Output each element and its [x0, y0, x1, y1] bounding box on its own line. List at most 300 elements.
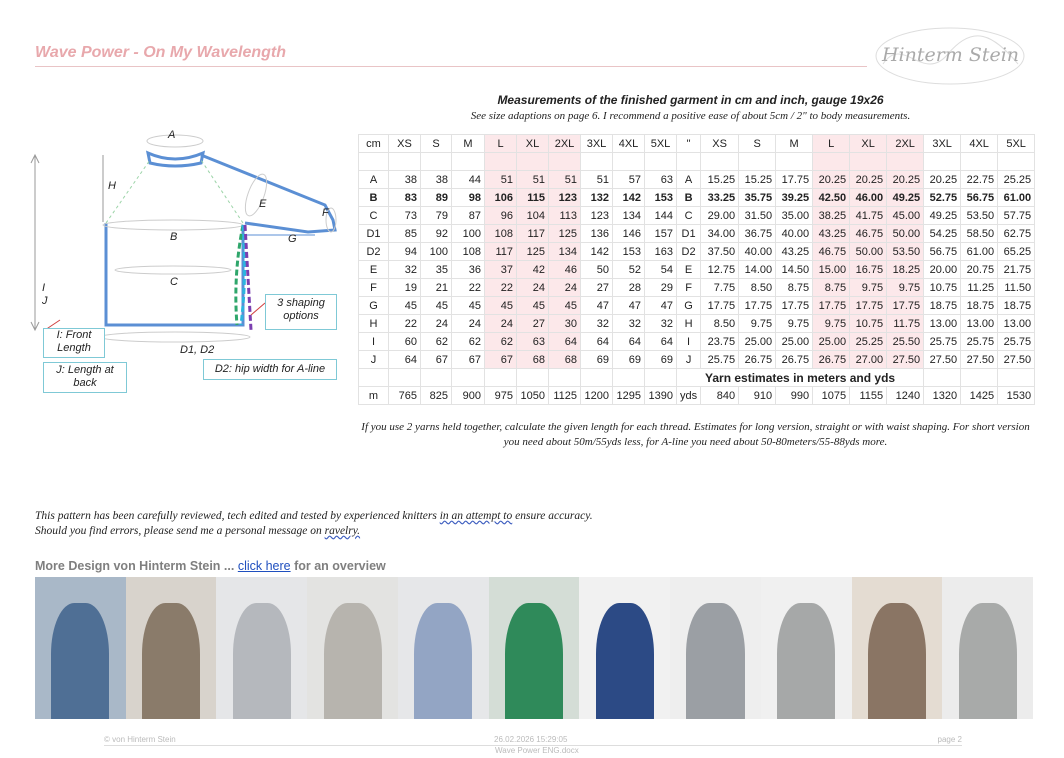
- design-photo-strip: [35, 577, 1033, 719]
- table-cell: 117: [485, 243, 517, 261]
- table-row: [359, 171, 1035, 189]
- table-cell: 62: [485, 333, 517, 351]
- table-cell: 17.75: [776, 297, 813, 315]
- table-cell: 20.00: [924, 261, 961, 279]
- design-photo[interactable]: [489, 577, 580, 719]
- table-cell: 5XL: [998, 135, 1035, 153]
- table-cell: S: [739, 135, 776, 153]
- table-cell: 17.75: [813, 297, 850, 315]
- table-cell: 1530: [998, 387, 1035, 405]
- table-cell: 18.75: [998, 297, 1035, 315]
- table-cell: 26.75: [776, 351, 813, 369]
- table-cell: 17.75: [739, 297, 776, 315]
- table-cell: [701, 153, 739, 171]
- table-row: [359, 189, 1035, 207]
- table-cell: 900: [452, 387, 485, 405]
- disclaimer: [35, 509, 593, 539]
- table-cell: 57: [613, 171, 645, 189]
- table-cell: 136: [581, 225, 613, 243]
- table-cell: 11.50: [998, 279, 1035, 297]
- disclaimer-line1-c: ensure accuracy.: [512, 510, 593, 522]
- table-cell: [581, 369, 613, 387]
- table-cell: 47: [645, 297, 677, 315]
- table-cell: 26.75: [739, 351, 776, 369]
- label-b: B: [170, 231, 178, 243]
- table-cell: [421, 153, 452, 171]
- table-cell: 24: [485, 315, 517, 333]
- table-cell: [645, 369, 677, 387]
- footer: [104, 735, 962, 746]
- table-cell: 2XL: [887, 135, 924, 153]
- table-cell: 1390: [645, 387, 677, 405]
- table-cell: 64: [645, 333, 677, 351]
- table-cell: 68: [549, 351, 581, 369]
- table-cell: 50.00: [887, 225, 924, 243]
- table-cell: 22: [485, 279, 517, 297]
- table-cell: L: [813, 135, 850, 153]
- table-cell: 25.75: [961, 333, 998, 351]
- table-cell: J: [359, 351, 389, 369]
- table-cell: 35: [421, 261, 452, 279]
- table-cell: [452, 369, 485, 387]
- table-cell: 22: [452, 279, 485, 297]
- table-cell: 14.50: [776, 261, 813, 279]
- table-cell: 840: [701, 387, 739, 405]
- table-cell: 61.00: [998, 189, 1035, 207]
- design-photo[interactable]: [307, 577, 398, 719]
- table-cell: 20.25: [924, 171, 961, 189]
- sweater-shape: [233, 603, 291, 719]
- table-cell: 29.00: [701, 207, 739, 225]
- table-cell: 16.75: [850, 261, 887, 279]
- table-cell: 18.75: [961, 297, 998, 315]
- neck-outline: [148, 153, 203, 166]
- table-cell: 25.00: [776, 333, 813, 351]
- table-cell: [485, 369, 517, 387]
- table-cell: 142: [613, 189, 645, 207]
- callout-hip-width: D2: hip width for A-line: [203, 359, 337, 380]
- table-cell: 94: [389, 243, 421, 261]
- table-cell: 47: [581, 297, 613, 315]
- table-row: [359, 297, 1035, 315]
- footer-page: page 2: [937, 735, 962, 744]
- table-cell: 98: [452, 189, 485, 207]
- table-cell: 58.50: [961, 225, 998, 243]
- table-cell: ": [677, 135, 701, 153]
- table-cell: D1: [359, 225, 389, 243]
- table-cell: 115: [517, 189, 549, 207]
- table-cell: 51: [517, 171, 549, 189]
- measurements-title: Measurements of the finished garment in cm and inch, gauge 19x26: [497, 93, 884, 107]
- table-cell: 42.50: [813, 189, 850, 207]
- table-cell: [813, 153, 850, 171]
- table-cell: 1075: [813, 387, 850, 405]
- table-cell: 8.75: [813, 279, 850, 297]
- table-cell: 62: [452, 333, 485, 351]
- table-cell: H: [677, 315, 701, 333]
- header-divider: [35, 66, 867, 67]
- table-cell: 27.00: [850, 351, 887, 369]
- table-cell: 45.00: [887, 207, 924, 225]
- design-photo[interactable]: [579, 577, 670, 719]
- table-cell: 50.00: [850, 243, 887, 261]
- table-row: [359, 225, 1035, 243]
- table-cell: 5XL: [645, 135, 677, 153]
- table-cell: J: [677, 351, 701, 369]
- label-c: C: [170, 276, 178, 288]
- table-cell: 134: [549, 243, 581, 261]
- table-cell: 46.75: [813, 243, 850, 261]
- table-cell: 18.75: [924, 297, 961, 315]
- table-cell: [776, 153, 813, 171]
- table-cell: 37.50: [701, 243, 739, 261]
- table-cell: [549, 369, 581, 387]
- table-cell: 3XL: [581, 135, 613, 153]
- table-cell: 15.25: [739, 171, 776, 189]
- table-cell: [452, 153, 485, 171]
- table-cell: E: [359, 261, 389, 279]
- table-cell: [887, 153, 924, 171]
- design-photo[interactable]: [35, 577, 126, 719]
- table-cell: 14.00: [739, 261, 776, 279]
- table-cell: [850, 153, 887, 171]
- more-prefix: More Design von Hinterm Stein ...: [35, 559, 238, 573]
- table-cell: G: [677, 297, 701, 315]
- table-cell: 9.75: [739, 315, 776, 333]
- table-cell: 49.25: [924, 207, 961, 225]
- table-cell: A: [677, 171, 701, 189]
- table-cell: 64: [389, 351, 421, 369]
- table-cell: E: [677, 261, 701, 279]
- table-cell: 123: [549, 189, 581, 207]
- table-cell: 50: [581, 261, 613, 279]
- table-cell: 1200: [581, 387, 613, 405]
- table-cell: 89: [421, 189, 452, 207]
- table-cell: [613, 153, 645, 171]
- table-cell: B: [359, 189, 389, 207]
- table-cell: 64: [549, 333, 581, 351]
- table-cell: [389, 153, 421, 171]
- table-cell: 24: [549, 279, 581, 297]
- table-cell: D1: [677, 225, 701, 243]
- table-cell: 45: [517, 297, 549, 315]
- table-cell: 62: [421, 333, 452, 351]
- table-cell: 51: [549, 171, 581, 189]
- table-cell: 65.25: [998, 243, 1035, 261]
- upper-arm-ellipse: [241, 172, 271, 219]
- table-cell: 9.75: [813, 315, 850, 333]
- table-cell: 56.75: [924, 243, 961, 261]
- design-photo[interactable]: [670, 577, 761, 719]
- table-cell: [739, 153, 776, 171]
- table-cell: 3XL: [924, 135, 961, 153]
- table-cell: [924, 369, 961, 387]
- table-cell: 100: [452, 225, 485, 243]
- table-cell: 45: [485, 297, 517, 315]
- table-cell: 13.00: [998, 315, 1035, 333]
- sweater-shape: [142, 603, 200, 719]
- table-cell: 51: [485, 171, 517, 189]
- sweater-shape: [868, 603, 926, 719]
- table-cell: 67: [452, 351, 485, 369]
- table-cell: 108: [485, 225, 517, 243]
- table-cell: 83: [389, 189, 421, 207]
- table-cell: H: [359, 315, 389, 333]
- table-cell: 40.00: [776, 225, 813, 243]
- table-cell: [961, 153, 998, 171]
- table-cell: [549, 153, 581, 171]
- table-cell: 25.00: [739, 333, 776, 351]
- table-cell: 20.75: [961, 261, 998, 279]
- table-cell: 163: [645, 243, 677, 261]
- table-cell: 69: [645, 351, 677, 369]
- label-e: E: [259, 198, 267, 210]
- table-cell: 64: [581, 333, 613, 351]
- table-row: [359, 243, 1035, 261]
- footer-copyright: © von Hinterm Stein: [104, 735, 176, 744]
- table-cell: XL: [517, 135, 549, 153]
- table-cell: 104: [517, 207, 549, 225]
- table-cell: 96: [485, 207, 517, 225]
- table-cell: S: [421, 135, 452, 153]
- measurements-table: [358, 134, 1035, 405]
- table-cell: 25.25: [850, 333, 887, 351]
- table-cell: F: [677, 279, 701, 297]
- table-cell: 36.75: [739, 225, 776, 243]
- table-cell: C: [359, 207, 389, 225]
- table-cell: I: [359, 333, 389, 351]
- table-cell: 21.75: [998, 261, 1035, 279]
- table-cell: 35.75: [739, 189, 776, 207]
- table-cell: 765: [389, 387, 421, 405]
- table-cell: M: [452, 135, 485, 153]
- table-cell: 4XL: [961, 135, 998, 153]
- table-cell: 29: [645, 279, 677, 297]
- more-suffix: for an overview: [290, 559, 386, 573]
- table-cell: [645, 153, 677, 171]
- table-cell: 53.50: [961, 207, 998, 225]
- table-cell: 1320: [924, 387, 961, 405]
- table-cell: 52: [613, 261, 645, 279]
- table-cell: 25.75: [924, 333, 961, 351]
- table-cell: 12.75: [701, 261, 739, 279]
- table-cell: [998, 369, 1035, 387]
- table-cell: 41.75: [850, 207, 887, 225]
- table-cell: 28: [613, 279, 645, 297]
- table-row: [359, 279, 1035, 297]
- table-cell: 975: [485, 387, 517, 405]
- table-cell: 123: [581, 207, 613, 225]
- table-cell: [581, 153, 613, 171]
- table-cell: 1125: [549, 387, 581, 405]
- table-cell: 113: [549, 207, 581, 225]
- design-photo[interactable]: [942, 577, 1033, 719]
- table-cell: 144: [645, 207, 677, 225]
- table-cell: 27.50: [924, 351, 961, 369]
- table-cell: cm: [359, 135, 389, 153]
- table-cell: 63: [517, 333, 549, 351]
- disclaimer-line2-a: Should you find errors, please send me a personal message on: [35, 525, 325, 537]
- table-cell: F: [359, 279, 389, 297]
- table-cell: 20.25: [887, 171, 924, 189]
- table-cell: 63: [645, 171, 677, 189]
- table-cell: 134: [613, 207, 645, 225]
- table-cell: 24: [452, 315, 485, 333]
- callout-shaping-options: 3 shaping options: [265, 294, 337, 330]
- table-cell: 45: [452, 297, 485, 315]
- table-cell: 38: [421, 171, 452, 189]
- table-cell: 37: [485, 261, 517, 279]
- table-cell: [613, 369, 645, 387]
- table-cell: 46.75: [850, 225, 887, 243]
- table-row: [359, 261, 1035, 279]
- table-cell: 1155: [850, 387, 887, 405]
- table-cell: D2: [677, 243, 701, 261]
- design-photo[interactable]: [761, 577, 852, 719]
- table-row: [359, 387, 1035, 405]
- table-cell: XS: [389, 135, 421, 153]
- table-cell: 43.25: [813, 225, 850, 243]
- design-photo[interactable]: [398, 577, 489, 719]
- callout-length-back: J: Length at back: [43, 362, 127, 393]
- table-cell: 13.00: [924, 315, 961, 333]
- table-cell: 1295: [613, 387, 645, 405]
- footer-date: 26.02.2026 15:29:05: [494, 735, 568, 744]
- sleeve-outline: [201, 155, 335, 232]
- ravelry-word: ravelry.: [324, 525, 361, 537]
- table-cell: 1050: [517, 387, 549, 405]
- table-cell: 42: [517, 261, 549, 279]
- table-cell: 157: [645, 225, 677, 243]
- table-cell: 26.75: [813, 351, 850, 369]
- yarn-header-row: [359, 369, 1035, 387]
- table-cell: 31.50: [739, 207, 776, 225]
- table-cell: XS: [701, 135, 739, 153]
- table-cell: 38: [389, 171, 421, 189]
- table-cell: 39.25: [776, 189, 813, 207]
- waist-ellipse: [115, 266, 231, 274]
- table-cell: [421, 369, 452, 387]
- table-cell: 13.00: [961, 315, 998, 333]
- measurements-subtitle: See size adaptions on page 6. I recommend a positive ease of about 5cm / 2" to body measurements.: [470, 110, 911, 122]
- table-cell: 11.75: [887, 315, 924, 333]
- table-cell: G: [359, 297, 389, 315]
- table-cell: [677, 153, 701, 171]
- table-cell: 20.25: [813, 171, 850, 189]
- table-cell: I: [677, 333, 701, 351]
- table-cell: 910: [739, 387, 776, 405]
- table-cell: 64: [613, 333, 645, 351]
- table-cell: 27: [517, 315, 549, 333]
- table-cell: 38.25: [813, 207, 850, 225]
- label-g: G: [288, 233, 297, 245]
- page-title: Wave Power - On My Wavelength: [35, 44, 287, 61]
- click-here-link[interactable]: click here: [237, 559, 291, 573]
- table-cell: 44: [452, 171, 485, 189]
- design-photo[interactable]: [126, 577, 217, 719]
- table-cell: 54.25: [924, 225, 961, 243]
- table-cell: 117: [517, 225, 549, 243]
- table-cell: 45: [421, 297, 452, 315]
- table-cell: [517, 369, 549, 387]
- table-cell: 32: [389, 261, 421, 279]
- table-cell: 153: [645, 189, 677, 207]
- shaping-option-aline: [245, 225, 251, 330]
- table-cell: 30: [549, 315, 581, 333]
- table-cell: 1425: [961, 387, 998, 405]
- table-cell: [961, 369, 998, 387]
- table-cell: B: [677, 189, 701, 207]
- table-cell: 20.25: [850, 171, 887, 189]
- label-f: F: [322, 207, 329, 219]
- table-cell: 2XL: [549, 135, 581, 153]
- sweater-shape: [959, 603, 1017, 719]
- table-cell: 27.50: [998, 351, 1035, 369]
- design-photo[interactable]: [216, 577, 307, 719]
- disclaimer-line1-a: This pattern has been carefully reviewed, tech edited and tested by experienced knitters: [35, 510, 440, 522]
- sweater-shape: [777, 603, 835, 719]
- table-cell: 36: [452, 261, 485, 279]
- table-cell: 9.75: [887, 279, 924, 297]
- table-cell: m: [359, 387, 389, 405]
- yarn-estimates-header: Yarn estimates in meters and yds: [677, 369, 924, 387]
- table-cell: 9.75: [776, 315, 813, 333]
- table-cell: 27: [581, 279, 613, 297]
- table-cell: 49.25: [887, 189, 924, 207]
- table-cell: 1240: [887, 387, 924, 405]
- table-cell: 25.25: [998, 171, 1035, 189]
- table-cell: 4XL: [613, 135, 645, 153]
- table-cell: 25.00: [813, 333, 850, 351]
- table-cell: 79: [421, 207, 452, 225]
- callout-front-length: I: Front Length: [43, 328, 105, 358]
- table-cell: 25.75: [998, 333, 1035, 351]
- table-cell: 108: [452, 243, 485, 261]
- table-cell: 125: [549, 225, 581, 243]
- table-cell: 146: [613, 225, 645, 243]
- table-cell: 8.50: [701, 315, 739, 333]
- logo-text: Hinterm Stein: [881, 44, 1020, 66]
- table-cell: 142: [581, 243, 613, 261]
- table-row-spacer: [359, 153, 1035, 171]
- table-cell: 52.75: [924, 189, 961, 207]
- disclaimer-line1-b: in an attempt to: [439, 510, 513, 522]
- table-cell: 153: [613, 243, 645, 261]
- table-cell: D2: [359, 243, 389, 261]
- table-cell: 87: [452, 207, 485, 225]
- table-cell: 35.00: [776, 207, 813, 225]
- table-cell: 32: [581, 315, 613, 333]
- table-row: [359, 315, 1035, 333]
- sweater-shape: [324, 603, 382, 719]
- table-cell: 60: [389, 333, 421, 351]
- hinterm-stein-logo: [873, 24, 1028, 88]
- table-cell: 22: [389, 315, 421, 333]
- table-row: [359, 333, 1035, 351]
- table-cell: 92: [421, 225, 452, 243]
- table-cell: 990: [776, 387, 813, 405]
- table-cell: 125: [517, 243, 549, 261]
- table-cell: 17.75: [776, 171, 813, 189]
- table-row: [359, 351, 1035, 369]
- table-cell: 32: [645, 315, 677, 333]
- table-cell: 69: [613, 351, 645, 369]
- table-cell: 10.75: [850, 315, 887, 333]
- table-cell: 825: [421, 387, 452, 405]
- table-cell: C: [677, 207, 701, 225]
- design-photo[interactable]: [852, 577, 943, 719]
- table-cell: 40.00: [739, 243, 776, 261]
